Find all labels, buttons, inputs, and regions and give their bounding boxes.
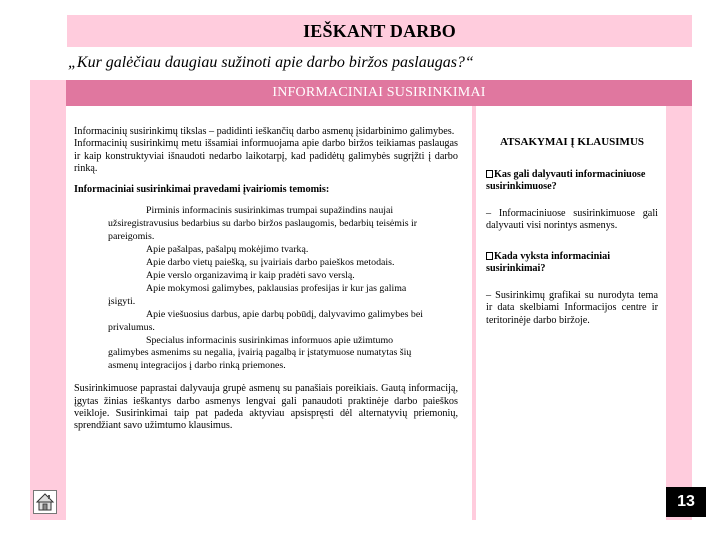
faq-panel [476,106,666,520]
topic-item: Apie viešuosius darbus, apie darbų pobūdį, dalyvavimo galimybes bei privalumus. [108,308,423,333]
square-bullet-icon [486,170,493,178]
main-text [74,126,458,432]
home-icon[interactable] [33,490,57,514]
faq-text [486,136,658,345]
faq-question: Kada vyksta informaciniai susirinkimai? [486,250,611,274]
topic-item: Apie verslo organizavimą ir kaip pradėti savo verslą. [146,270,355,282]
square-bullet-icon [486,252,493,260]
home-icon-graphic [34,491,56,513]
topic-item: Apie pašalpas, pašalpų mokėjimo tvarką. [146,244,309,256]
faq-answer: – Informaciniuose susirinkimuose gali dalyvauti visi norintys asmenys. [486,207,658,231]
closing-paragraph: Susirinkimuose paprastai dalyvauja grupė asmenų su panašiais poreikiais. Gautą informaciją, įgytas žinias ieškantys darbo asmenys lengvai gali panaudoti praktinėje darbo paieškos veikloje. Susirinkimai taip pat padeda aktyviau apsispręsti dėl alternatyvių priemonių, sprendžiant savo užimtumo klausimus. [74,383,458,432]
section-banner [66,80,692,106]
intro-paragraph-1: Informacinių susirinkimų tikslas – padidinti ieškančių darbo asmenų įsidarbinimo galimybes. [74,126,455,137]
faq-question: Kas gali dalyvauti informaciniuose susirinkimuose? [486,168,646,192]
page-title: IEŠKANT DARBO [303,20,456,41]
section-title: INFORMACINIAI SUSIRINKIMAI [272,85,486,100]
topics-heading: Informaciniai susirinkimai pravedami įvairiomis temomis: [74,184,330,196]
page-number: 13 [666,487,706,517]
main-content-panel [66,106,472,520]
faq-answer: – Susirinkimų grafikai su nurodyta tema ir data skelbiami Informacijos centre ir teritorinėje darbo biržoje. [486,289,658,326]
page-subtitle: „Kur galėčiau daugiau sužinoti apie darbo biržos paslaugas?“ [68,54,474,71]
intro-paragraph-2: Informacinių susirinkimų metu išsamiai informuojama apie darbo biržos teikiamas paslaugas ir kaip konstruktyviai išnaudoti nedarbo laikotarpį, kad padidėtų galimybės sugrįžti į darbo rinką. [74,138,458,174]
topic-item: Specialus informacinis susirinkimas informuos apie užimtumo galimybes asmenims su negalia, įvairią pagalbą ir įstatymuose numatytas šių asmenų integracijos į darbo rinką priemones. [108,334,412,372]
topic-item: Pirminis informacinis susirinkimas trumpai supažindins naujai užsiregistravusius bedarbius su darbo biržos paslaugomis, bedarbių teisėmis ir pareigomis. [108,205,418,243]
topic-item: Apie darbo vietų paiešką, su įvairiais darbo paieškos metodais. [146,257,395,269]
page-title-bar [67,15,692,47]
topics-list [108,205,428,373]
faq-heading: ATSAKYMAI Į KLAUSIMUS [499,136,645,148]
topic-item: Apie mokymosi galimybes, paklausias profesijas ir kur jas galima įsigyti. [108,282,407,307]
